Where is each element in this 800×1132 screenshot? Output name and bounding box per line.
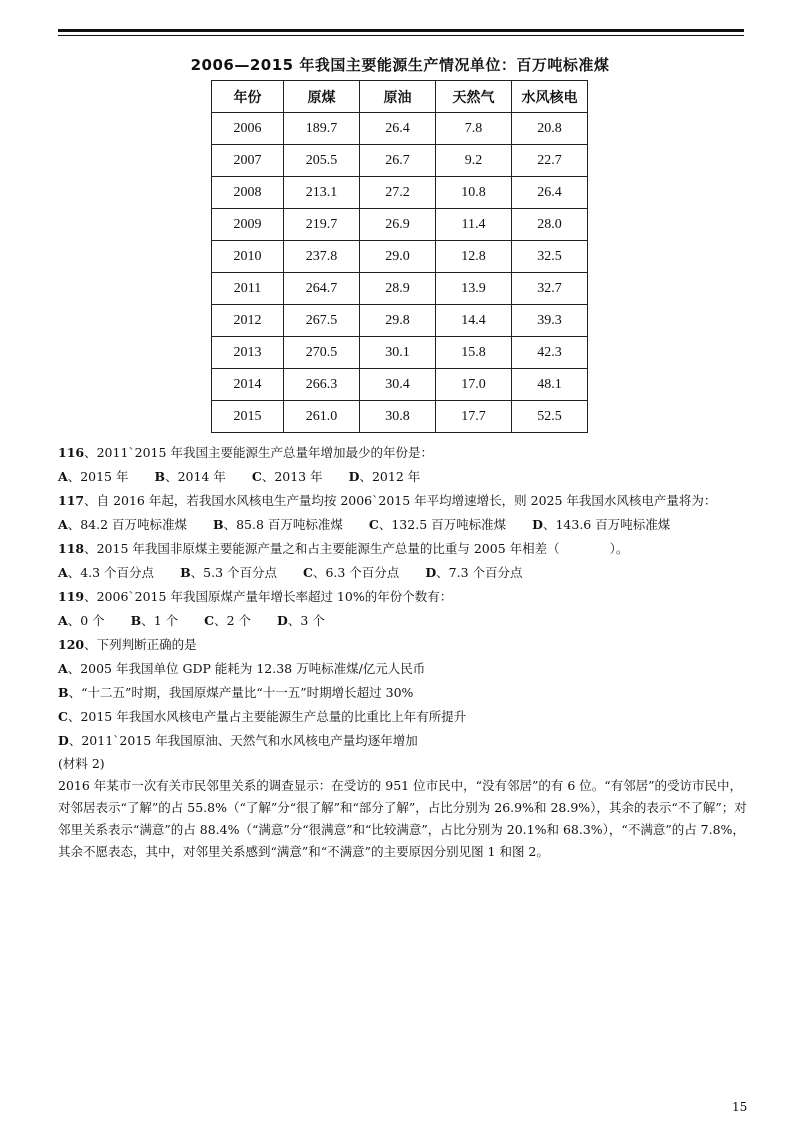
option-letter: C	[251, 469, 262, 484]
option-text: 、3 个	[287, 613, 325, 628]
page-number: 15	[732, 1100, 748, 1114]
column-header-crude-oil: 原油	[360, 81, 436, 113]
table-title: 2006—2015 年我国主要能源生产情况单位：百万吨标准煤	[190, 56, 610, 74]
option-letter: B	[58, 685, 69, 700]
answer-option	[58, 681, 413, 705]
table-cell: 266.3	[284, 369, 360, 401]
options-row	[58, 561, 758, 585]
option-text: 、132.5 百万吨标准煤	[378, 517, 507, 532]
answer-option	[277, 609, 325, 633]
question-text: 、自 2016 年起，若我国水风核电生产量均按 2006`2015 年平均增速增长，则 2025 年我国水风核电产量将为：	[84, 493, 717, 508]
header-rule-thick	[58, 29, 744, 32]
question-stem	[58, 489, 758, 513]
option-letter: B	[213, 517, 224, 532]
table-cell: 189.7	[284, 113, 360, 145]
question-text: 、2011`2015 年我国主要能源生产总量年增加最少的年份是：	[84, 445, 433, 460]
table-cell: 12.8	[436, 241, 512, 273]
table-row	[212, 209, 588, 241]
table-cell: 7.8	[436, 113, 512, 145]
option-text: 、5.3 个百分点	[190, 565, 277, 580]
table-cell: 205.5	[284, 145, 360, 177]
answer-option	[58, 657, 425, 681]
answer-option	[252, 465, 323, 489]
option-letter: A	[58, 661, 68, 676]
answer-option	[58, 561, 154, 585]
table-cell: 30.8	[360, 401, 436, 433]
option-letter: D	[58, 733, 69, 748]
question-stem	[58, 537, 758, 561]
question-text: 、下列判断正确的是	[84, 637, 197, 652]
table-cell: 39.3	[512, 305, 588, 337]
table-cell: 26.4	[512, 177, 588, 209]
answer-option	[58, 465, 129, 489]
table-cell: 32.5	[512, 241, 588, 273]
option-letter: D	[277, 613, 288, 628]
table-cell: 20.8	[512, 113, 588, 145]
option-letter: C	[303, 565, 313, 580]
question-number: 120	[58, 637, 85, 652]
material-paragraph: 2016 年某市一次有关市民邻里关系的调查显示：在受访的 951 位市民中，“没有邻居”的有 6 位。“有邻居”的受访市民中，对邻居表示“了解”的占 55.8%（“了解”分“很了解”和“部分了解”，占比分别为 26.9%和 28.9%），其余的表示“不了解”；对邻里关系表示“满意”的占 88.4%（“满意”分“很满意”和“比较满意”，占比分别为 20.1%和 68.3%），“不满意”的占 7.8%，其余不愿表态，其中，对邻里关系感到“满意”和“不满意”的主要原因分别见图 1 和图 2。	[58, 778, 747, 859]
table-body	[212, 113, 588, 433]
answer-option	[303, 561, 399, 585]
answer-option	[532, 513, 670, 537]
option-letter: D	[425, 565, 437, 580]
material-label: (材料 2)	[58, 756, 105, 771]
table-cell: 30.1	[360, 337, 436, 369]
option-letter: B	[154, 469, 166, 484]
table-cell: 17.7	[436, 401, 512, 433]
table-cell: 13.9	[436, 273, 512, 305]
table-cell: 27.2	[360, 177, 436, 209]
answer-option	[349, 465, 421, 489]
option-text: 、4.3 个百分点	[67, 565, 155, 580]
option-text: 、2015 年我国水风核电产量占主要能源生产总量的比重比上年有所提升	[67, 709, 467, 724]
answer-option	[58, 609, 105, 633]
options-row	[58, 729, 758, 753]
table-row	[212, 305, 588, 337]
table-cell: 2010	[212, 241, 284, 273]
table-cell: 264.7	[284, 273, 360, 305]
option-text: 、2013 年	[261, 469, 323, 484]
table-cell: 22.7	[512, 145, 588, 177]
table-row	[212, 369, 588, 401]
table-cell: 29.8	[360, 305, 436, 337]
header-rule-thin	[58, 35, 744, 36]
option-text: 、7.3 个百分点	[436, 565, 523, 580]
question-stem	[58, 441, 758, 465]
table-cell: 11.4	[436, 209, 512, 241]
option-letter: C	[368, 517, 379, 532]
option-text: 、85.8 百万吨标准煤	[223, 517, 343, 532]
question-text: 、2006`2015 年我国原煤产量年增长率超过 10%的年份个数有：	[84, 589, 453, 604]
table-cell: 2015	[212, 401, 284, 433]
table-cell: 2007	[212, 145, 284, 177]
table-cell: 17.0	[436, 369, 512, 401]
table-cell: 15.8	[436, 337, 512, 369]
option-letter: A	[58, 613, 68, 628]
option-text: 、2015 年	[67, 469, 129, 484]
table-row	[212, 273, 588, 305]
answer-option	[58, 705, 466, 729]
option-letter: B	[180, 565, 191, 580]
table-cell: 213.1	[284, 177, 360, 209]
answer-option	[180, 561, 277, 585]
option-text: 、2011`2015 年我国原油、天然气和水风核电产量均逐年增加	[68, 733, 418, 748]
options-row	[58, 513, 758, 537]
question-number: 116	[58, 445, 85, 460]
table-cell: 30.4	[360, 369, 436, 401]
column-header-hydro-wind-nuclear: 水风核电	[512, 81, 588, 113]
table-cell: 2006	[212, 113, 284, 145]
energy-production-table	[211, 80, 588, 433]
option-letter: C	[204, 613, 215, 628]
table-cell: 48.1	[512, 369, 588, 401]
questions-section	[58, 441, 758, 863]
table-cell: 52.5	[512, 401, 588, 433]
question-number: 117	[58, 493, 85, 508]
column-header-natural-gas: 天然气	[436, 81, 512, 113]
table-cell: 2014	[212, 369, 284, 401]
option-letter: A	[58, 565, 68, 580]
option-letter: D	[348, 469, 360, 484]
question-stem	[58, 633, 758, 657]
option-text: 、6.3 个百分点	[312, 565, 400, 580]
option-text: 、1 个	[141, 613, 179, 628]
table-cell: 26.9	[360, 209, 436, 241]
table-cell: 2008	[212, 177, 284, 209]
question-number: 118	[58, 541, 85, 556]
option-text: 、84.2 百万吨标准煤	[67, 517, 188, 532]
question-stem	[58, 585, 758, 609]
table-header-row	[212, 81, 588, 113]
column-header-year: 年份	[212, 81, 284, 113]
options-row	[58, 609, 758, 633]
table-cell: 2009	[212, 209, 284, 241]
table-cell: 237.8	[284, 241, 360, 273]
option-text: 、0 个	[67, 613, 105, 628]
option-text: 、2014 年	[165, 469, 226, 484]
table-cell: 270.5	[284, 337, 360, 369]
table-cell: 42.3	[512, 337, 588, 369]
column-header-coal: 原煤	[284, 81, 360, 113]
option-letter: B	[130, 613, 142, 628]
table-cell: 219.7	[284, 209, 360, 241]
table-row	[212, 241, 588, 273]
table-row	[212, 113, 588, 145]
answer-option	[58, 513, 187, 537]
table-cell: 26.4	[360, 113, 436, 145]
answer-option	[155, 465, 226, 489]
options-row	[58, 681, 758, 705]
table-cell: 28.0	[512, 209, 588, 241]
table-cell: 14.4	[436, 305, 512, 337]
table-cell: 10.8	[436, 177, 512, 209]
table-cell: 267.5	[284, 305, 360, 337]
option-text: 、2012 年	[359, 469, 421, 484]
options-row	[58, 705, 758, 729]
options-row	[58, 657, 758, 681]
answer-option	[131, 609, 179, 633]
table-cell: 26.7	[360, 145, 436, 177]
table-cell: 32.7	[512, 273, 588, 305]
table-row	[212, 177, 588, 209]
table-cell: 2013	[212, 337, 284, 369]
answer-option	[204, 609, 251, 633]
table-row	[212, 401, 588, 433]
question-number: 119	[58, 589, 85, 604]
question-list	[58, 441, 758, 753]
table-cell: 28.9	[360, 273, 436, 305]
table-cell: 261.0	[284, 401, 360, 433]
answer-option	[58, 729, 418, 753]
option-letter: A	[58, 517, 68, 532]
answer-option	[213, 513, 343, 537]
option-letter: A	[58, 469, 68, 484]
option-letter: C	[58, 709, 68, 724]
options-row	[58, 465, 758, 489]
option-text: 、2005 年我国单位 GDP 能耗为 12.38 万吨标准煤/亿元人民币	[67, 661, 426, 676]
table-row	[212, 145, 588, 177]
option-text: 、2 个	[214, 613, 252, 628]
table-row	[212, 337, 588, 369]
table-cell: 2011	[212, 273, 284, 305]
answer-option	[369, 513, 506, 537]
table-cell: 2012	[212, 305, 284, 337]
question-text: 、2015 年我国非原煤主要能源产量之和占主要能源生产总量的比重与 2005 年相差（ ）。	[84, 541, 629, 556]
option-letter: D	[532, 517, 543, 532]
table-cell: 9.2	[436, 145, 512, 177]
answer-option	[425, 561, 522, 585]
table-cell: 29.0	[360, 241, 436, 273]
option-text: 、“十二五”时期，我国原煤产量比“十一五”时期增长超过 30%	[68, 685, 414, 700]
option-text: 、143.6 百万吨标准煤	[542, 517, 671, 532]
